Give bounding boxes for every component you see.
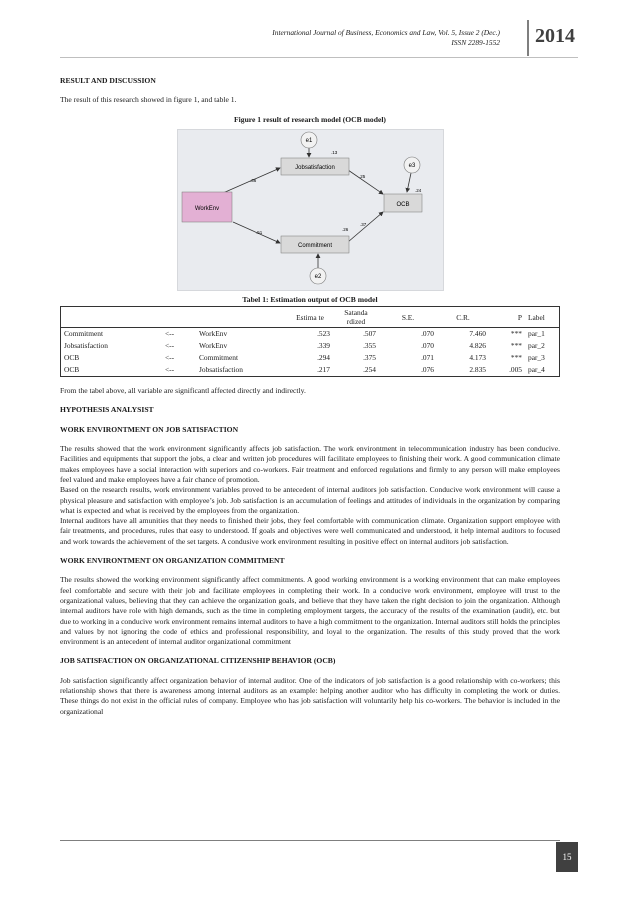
table-row [61,352,560,364]
table-cell: .523 [317,329,330,339]
table-row [61,328,560,341]
page-number: 15 [556,842,578,872]
section2-paragraph: The results showed the working environment significantly affect commitments. A good working environment is a working environment that can make employees feel comfortable and secure with their job and facilitate employees in completing their work. In a conducive work environment, employee will trust to the organizational values, believing that they can achieve the organization goals, and believe that they have taken the right decision to join the organization. Although internal auditors have role with high demands, such as the time in completing employment targets, the accuracy of the results of the examination (audit), etc. but due to working in a conducive work environment remains internal auditors to have a high commitment to the organization. Internal auditors still holds the principles and values by not ignoring the code of ethics and professional responsibility, and loyal to the organization. The results of this study proved that the work environment is an antecedent of internal auditor organizational commitment [60,575,560,647]
journal-issn: ISSN 2289-1552 [451,38,500,47]
section1-heading: WORK ENVIRONTMENT ON JOB SATISFACTION [60,424,239,434]
hypothesis-heading: HYPOTHESIS ANALYSIST [60,405,154,415]
journal-title: International Journal of Business, Economics and Law, Vol. 5, Issue 2 (Dec.) [272,28,500,37]
table-cell: WorkEnv [199,329,228,339]
table-cell: .339 [317,341,330,351]
table-cell: *** [510,353,522,363]
journal-year: 2014 [535,25,575,47]
table-header: C.R. [437,307,489,328]
table-cell: par_1 [528,329,545,339]
figure-caption: Figure 1 result of research model (OCB model) [234,114,386,124]
table-header [162,307,196,328]
table-header [196,307,287,328]
table-cell: .070 [421,329,434,339]
workenv-label: WorkEnv [194,205,219,212]
section3-heading: JOB SATISFACTION ON ORGANIZATIONAL CITIZENSHIP BEHAVIOR (OCB) [60,656,336,666]
e3-label: e3 [408,162,415,169]
var-js: .13 [330,149,337,155]
e1-label: e1 [305,137,312,144]
arrow-e3 [407,173,411,192]
section1-paragraph: Based on the research results, work environment variables proved to be antecedent of internal auditors job satisfaction. Conducive work environment will cause a physical pleasure and satisfaction with employee’s job. Job satisfaction is an accumulation of feelings and attitudes of individuals in the organization by comparing what is expected and what is received by the employees from the organization. [60,485,560,515]
table-header: Satanda rdized [333,307,379,328]
table-cell: .217 [287,364,333,377]
table-cell: OCB [61,364,163,377]
coef-c-ocb: .37 [359,221,366,227]
estimation-table [60,306,560,377]
section3-paragraph: Job satisfaction significantly affect organization behavior of internal auditor. One of the indicators of job satisfaction is a good relationship with co-workers; this relationship shows that there is awareness among internal auditors as an example: helping another auditor who has difficulty in completing the work or duties. These things do not exist in the official rules of company. Employee who has job satisfaction will voluntarily help his co-workers. The behavior is included in the organizational [60,675,560,716]
table-cell: *** [510,341,522,351]
after-table-text: From the tabel above, all variable are significantl affected directly and indirectly. [60,386,306,396]
header-divider [527,20,529,56]
arrow-jobsatisfaction-ocb [348,170,383,194]
footer-rule [60,840,560,841]
table-cell: par_3 [528,353,545,363]
section2-heading: WORK ENVIRONTMENT ON ORGANIZATION COMMITMENT [60,556,285,566]
arrow-commitment-ocb [348,212,383,242]
table-cell: Jobsatisfaction [64,341,108,351]
table-cell: .355 [363,341,376,351]
journal-header [80,28,500,48]
coef-w-js: .36 [249,177,256,183]
table-cell: Commitment [199,353,239,363]
table-cell: <-- [165,329,175,339]
jobsatisfaction-label: Jobsatisfaction [294,164,335,171]
e2-label: e2 [314,273,321,280]
table-cell: .294 [317,353,330,363]
table-cell: par_4 [525,364,560,377]
table-cell: .071 [421,353,434,363]
table-cell: *** [510,329,522,339]
table-header-row [61,307,560,328]
result-heading: RESULT AND DISCUSSION [60,76,156,85]
table-cell: WorkEnv [199,341,228,351]
section1-paragraph: Internal auditors have all amunities that they needs to finished their jobs, they feel comfortable with communication climate. Organization support employee with fair treatments, and procedures, rules that easy to understood. If goals and objectives were well communicated and understood, it help internal auditors to focused and work towards the achievement of the set targets. A condusive work environment resulting in positive effect on internal auditors job satisfaction. [60,516,560,546]
table-header: P [489,307,525,328]
table-cell: .254 [333,364,379,377]
table-cell: .070 [421,341,434,351]
table-cell: 2.835 [437,364,489,377]
table-header: Label [525,307,560,328]
var-ocb: .24 [414,187,421,193]
table-row [61,364,560,377]
section1-paragraph: The results showed that the work environment significantly affects job satisfaction. The work environtment in telecommunication industry has been conducive. Facilities and equipments that support the jobs, a clear and written job procedures will facilitate employees to finishing their work. A good communication climate makes employees have a social interaction with superiors and co-workers. Fair treatment and enforced regulations and firmly to any person will make employees feel valued and make employees have a fair chance of promotion. [60,444,560,484]
commitment-label: Commitment [297,242,332,249]
table-header: Estima te [287,307,333,328]
table-cell: OCB [64,353,80,363]
table-caption: Tabel 1: Estimation output of OCB model [242,294,378,304]
table-cell: Commitment [64,329,104,339]
table-cell: Jobsatisfaction [196,364,287,377]
table-cell: 7.460 [469,329,486,339]
table-cell: 4.826 [469,341,486,351]
header-rule [60,57,578,58]
var-c: .26 [341,226,348,232]
path-diagram [178,130,443,290]
table-cell: <-- [165,353,175,363]
table-cell: .076 [379,364,437,377]
table-header: S.E. [379,307,437,328]
table-cell: 4.173 [469,353,486,363]
result-intro: The result of this research showed in figure 1, and table 1. [60,95,237,105]
table-cell: .375 [363,353,376,363]
table-cell: par_2 [528,341,545,351]
page-content [60,76,560,717]
table-cell: <-- [162,364,196,377]
table-header [61,307,163,328]
coef-js-ocb: .25 [358,173,365,179]
table-row [61,340,560,352]
coef-w-c: .51 [255,229,262,235]
table-cell: <-- [165,341,175,351]
ocb-model-figure [177,129,444,291]
table-cell: .005 [489,364,525,377]
table-cell: .507 [363,329,376,339]
ocb-label: OCB [395,201,410,208]
